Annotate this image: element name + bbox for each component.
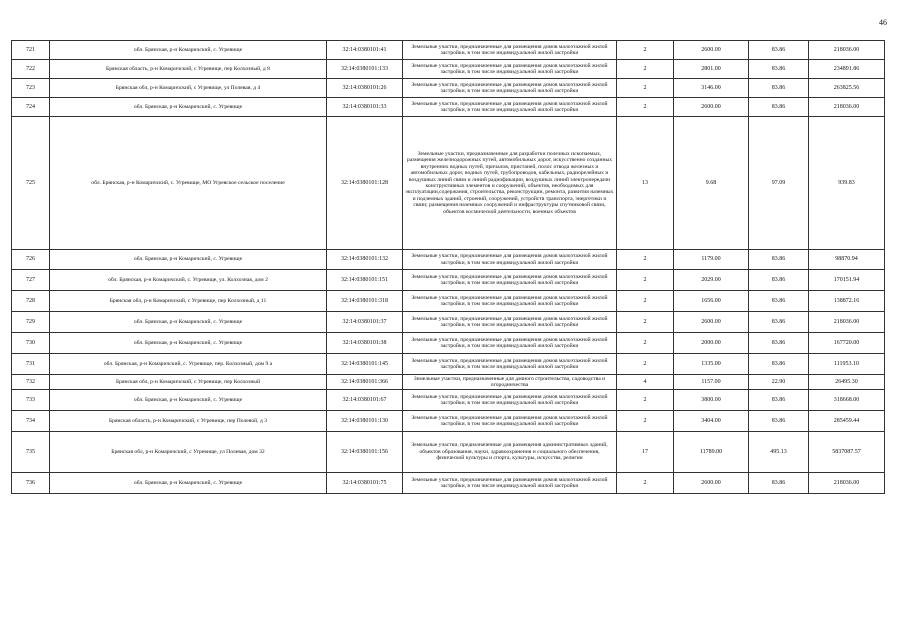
cadastral-value-cell: 218036.00 (809, 312, 885, 333)
area-cell: 11789.00 (674, 432, 749, 473)
specific-value-cell: 83.86 (749, 411, 809, 432)
area-cell: 1179.00 (674, 250, 749, 270)
address-cell: Брянская область, р-н Комаричский, с Угревище, пер Колхозный, д 8 (50, 60, 327, 79)
land-use-description-cell: Земельные участки, предназначенные для размещения домов малоэтажной жилой застройки, в том числе индивидуальной жилой застройки (403, 270, 617, 291)
specific-value-cell: 83.86 (749, 41, 809, 60)
area-cell: 1157.00 (674, 375, 749, 390)
area-cell: 1335.00 (674, 354, 749, 375)
table-row (12, 333, 885, 354)
group-number-cell: 2 (617, 291, 674, 312)
group-number-cell: 2 (617, 79, 674, 98)
land-use-description-cell: Земельные участки, предназначенные для размещения домов малоэтажной жилой застройки, в том числе индивидуальной жилой застройки (403, 98, 617, 117)
table-row (12, 250, 885, 270)
group-number-cell: 2 (617, 250, 674, 270)
land-use-description-cell: Земельные участки, предназначенные для размещения домов малоэтажной жилой застройки, в том числе индивидуальной жилой застройки (403, 390, 617, 411)
land-use-description-cell: Земельные участки, предназначенные для размещения домов малоэтажной жилой застройки, в том числе индивидуальной жилой застройки (403, 250, 617, 270)
cadastral-number-cell: 32:14:0380101:41 (327, 41, 403, 60)
area-cell: 2600.00 (674, 473, 749, 494)
cadastral-value-cell: 138872.16 (809, 291, 885, 312)
cadastral-value-cell: 26495.30 (809, 375, 885, 390)
cadastral-value-cell: 218036.00 (809, 98, 885, 117)
cadastral-number-cell: 32:14:0380101:151 (327, 270, 403, 291)
row-number: 736 (12, 473, 50, 494)
cadastral-number-cell: 32:14:0380101:128 (327, 117, 403, 250)
land-use-description-cell: Земельные участки, предназначенные для размещения домов малоэтажной жилой застройки, в том числе индивидуальной жилой застройки (403, 354, 617, 375)
cadastral-number-cell: 32:14:0380101:132 (327, 250, 403, 270)
land-use-description-cell: Земельные участки, предназначенные для разработки полезных ископаемых, размещения железнодорожных путей, автомобильных дорог, искусственно созданных внутренних водных путей, причалов, пристаней, полос отвода железных и автомобильных дорог, водных путей, трубопроводов, кабельных, радиорелейных и воздушных линий связи и линий радиофикации, воздушных линий электропередачи конструктивных элементов и сооружений, объектов, необходимых для эксплуатации,содержания, строительства, реконструкции, ремонта, развития наземных и подземных зданий, строений, сооружений, устройств транспорта, энергетики и связи; размещения наземных сооружений и инфраструктуры спутниковой связи, объектов космической деятельности, военных объектов (403, 117, 617, 250)
specific-value-cell: 83.86 (749, 390, 809, 411)
table-row (12, 411, 885, 432)
specific-value-cell: 83.86 (749, 291, 809, 312)
specific-value-cell: 83.86 (749, 312, 809, 333)
cadastral-number-cell: 32:14:0380101:130 (327, 411, 403, 432)
land-use-description-cell: Земельные участки, предназначенные для размещения домов малоэтажной жилой застройки, в том числе индивидуальной жилой застройки (403, 333, 617, 354)
address-cell: обл. Брянская, р-н Комаричский, с. Угревище (50, 312, 327, 333)
address-cell: Брянская обл, р-н Комаричский, с Угревище, ул Полевая, д 4 (50, 79, 327, 98)
land-use-description-cell: Земельные участки, предназначенные для размещения домов малоэтажной жилой застройки, в том числе индивидуальной жилой застройки (403, 291, 617, 312)
address-cell: обл. Брянская, р-н Комаричский, с. Угревище, ул. Колхозная, дом 2 (50, 270, 327, 291)
row-number: 734 (12, 411, 50, 432)
land-use-description-cell: Земельные участки, предназначенные для размещения домов малоэтажной жилой застройки, в том числе индивидуальной жилой застройки (403, 312, 617, 333)
specific-value-cell: 22.90 (749, 375, 809, 390)
row-number: 732 (12, 375, 50, 390)
cadastral-number-cell: 32:14:0380101:38 (327, 333, 403, 354)
group-number-cell: 13 (617, 117, 674, 250)
table-row (12, 473, 885, 494)
group-number-cell: 2 (617, 312, 674, 333)
cadastral-value-cell: 98870.94 (809, 250, 885, 270)
row-number: 727 (12, 270, 50, 291)
address-cell: обл. Брянская, р-н Комаричский, с. Угревище (50, 250, 327, 270)
row-number: 731 (12, 354, 50, 375)
specific-value-cell: 83.86 (749, 79, 809, 98)
land-use-description-cell: Земельные участки, предназначенные для размещения домов малоэтажной жилой застройки, в том числе индивидуальной жилой застройки (403, 41, 617, 60)
group-number-cell: 2 (617, 41, 674, 60)
group-number-cell: 2 (617, 390, 674, 411)
specific-value-cell: 83.86 (749, 354, 809, 375)
land-use-description-cell: Земельные участки, предназначенные для размещения административных зданий, объектов образования, науки, здравоохранения и социального обеспечения, физической культуры и спорта, культуры, искусства, религии (403, 432, 617, 473)
area-cell: 2029.00 (674, 270, 749, 291)
address-cell: Брянская обл, р-н Комаричский, с Угревище, пер Колхозный (50, 375, 327, 390)
row-number: 733 (12, 390, 50, 411)
row-number: 726 (12, 250, 50, 270)
address-cell: обл. Брянская, р-н Комаричский, с. Угревище (50, 333, 327, 354)
table-row (12, 375, 885, 390)
cadastral-value-cell: 170151.94 (809, 270, 885, 291)
area-cell: 2000.00 (674, 333, 749, 354)
row-number: 724 (12, 98, 50, 117)
row-number: 722 (12, 60, 50, 79)
land-use-description-cell: Земельные участки, предназначенные для дачного строительства, садоводства и огородничества (403, 375, 617, 390)
address-cell: обл. Брянская, р-н Комаричский, с. Угревище, МО Угревское сельское поселение (50, 117, 327, 250)
table-row (12, 312, 885, 333)
cadastral-number-cell: 32:14:0380101:145 (327, 354, 403, 375)
specific-value-cell: 83.86 (749, 60, 809, 79)
address-cell: Брянская обл, р-н Комаричский, с Угревище, ул Полевая, дом 32 (50, 432, 327, 473)
row-number: 721 (12, 41, 50, 60)
table-row (12, 354, 885, 375)
table-row (12, 390, 885, 411)
specific-value-cell: 83.86 (749, 333, 809, 354)
group-number-cell: 2 (617, 60, 674, 79)
table-row (12, 291, 885, 312)
land-use-description-cell: Земельные участки, предназначенные для размещения домов малоэтажной жилой застройки, в том числе индивидуальной жилой застройки (403, 60, 617, 79)
cadastral-value-cell: 263825.56 (809, 79, 885, 98)
group-number-cell: 2 (617, 473, 674, 494)
area-cell: 2600.00 (674, 41, 749, 60)
cadastral-value-cell: 218036.00 (809, 473, 885, 494)
group-number-cell: 2 (617, 333, 674, 354)
group-number-cell: 2 (617, 98, 674, 117)
area-cell: 2600.00 (674, 98, 749, 117)
cadastral-value-cell: 218036.00 (809, 41, 885, 60)
row-number: 723 (12, 79, 50, 98)
cadastral-number-cell: 32:14:0380101:37 (327, 312, 403, 333)
specific-value-cell: 97.09 (749, 117, 809, 250)
row-number: 729 (12, 312, 50, 333)
cadastral-number-cell: 32:14:0380101:33 (327, 98, 403, 117)
cadastral-value-cell: 939.83 (809, 117, 885, 250)
land-use-description-cell: Земельные участки, предназначенные для размещения домов малоэтажной жилой застройки, в том числе индивидуальной жилой застройки (403, 79, 617, 98)
cadastral-value-cell: 318668.00 (809, 390, 885, 411)
cadastral-value-cell: 5837087.57 (809, 432, 885, 473)
cadastral-number-cell: 32:14:0380101:133 (327, 60, 403, 79)
land-use-description-cell: Земельные участки, предназначенные для размещения домов малоэтажной жилой застройки, в том числе индивидуальной жилой застройки (403, 473, 617, 494)
address-cell: обл. Брянская, р-н Комаричский, с. Угревище (50, 41, 327, 60)
specific-value-cell: 83.86 (749, 473, 809, 494)
cadastral-value-cell: 167720.00 (809, 333, 885, 354)
specific-value-cell: 83.86 (749, 270, 809, 291)
registry-body (12, 41, 885, 494)
area-cell: 1656.00 (674, 291, 749, 312)
area-cell: 3146.00 (674, 79, 749, 98)
address-cell: обл. Брянская, р-н Комаричский, с. Угревище (50, 390, 327, 411)
page-number: 46 (879, 18, 887, 27)
row-number: 735 (12, 432, 50, 473)
address-cell: обл. Брянская, р-н Комаричский, с. Угревище (50, 98, 327, 117)
address-cell: Брянская область, р-н Комаричский, с Угревище, пер Полевой, д 3 (50, 411, 327, 432)
row-number: 728 (12, 291, 50, 312)
group-number-cell: 2 (617, 411, 674, 432)
table-row (12, 117, 885, 250)
group-number-cell: 2 (617, 270, 674, 291)
cadastral-value-cell: 234891.86 (809, 60, 885, 79)
cadastral-number-cell: 32:14:0380101:156 (327, 432, 403, 473)
cadastral-number-cell: 32:14:0380101:366 (327, 375, 403, 390)
table-row (12, 41, 885, 60)
cadastral-value-cell: 285459.44 (809, 411, 885, 432)
cadastral-number-cell: 32:14:0380101:26 (327, 79, 403, 98)
specific-value-cell: 83.86 (749, 98, 809, 117)
table-row (12, 270, 885, 291)
group-number-cell: 2 (617, 354, 674, 375)
area-cell: 3800.00 (674, 390, 749, 411)
table-row (12, 79, 885, 98)
address-cell: Брянская обл, р-н Комаричский, с Угревище, пер Колхозный, д 11 (50, 291, 327, 312)
cadastral-registry-table (11, 40, 885, 494)
cadastral-number-cell: 32:14:0380101:67 (327, 390, 403, 411)
row-number: 730 (12, 333, 50, 354)
cadastral-number-cell: 32:14:0380101:318 (327, 291, 403, 312)
specific-value-cell: 495.13 (749, 432, 809, 473)
group-number-cell: 4 (617, 375, 674, 390)
area-cell: 9.68 (674, 117, 749, 250)
land-use-description-cell: Земельные участки, предназначенные для размещения домов малоэтажной жилой застройки, в том числе индивидуальной жилой застройки (403, 411, 617, 432)
area-cell: 3404.00 (674, 411, 749, 432)
area-cell: 2801.00 (674, 60, 749, 79)
area-cell: 2600.00 (674, 312, 749, 333)
table-row (12, 98, 885, 117)
cadastral-value-cell: 111953.10 (809, 354, 885, 375)
group-number-cell: 17 (617, 432, 674, 473)
specific-value-cell: 83.86 (749, 250, 809, 270)
row-number: 725 (12, 117, 50, 250)
table-row (12, 60, 885, 79)
address-cell: обл. Брянская, р-н Комаричский, с. Угревище (50, 473, 327, 494)
address-cell: обл. Брянская, р-н Комаричский, с. Угревище, пер. Колхозный, дом 9 а (50, 354, 327, 375)
table-row (12, 432, 885, 473)
cadastral-number-cell: 32:14:0380101:75 (327, 473, 403, 494)
